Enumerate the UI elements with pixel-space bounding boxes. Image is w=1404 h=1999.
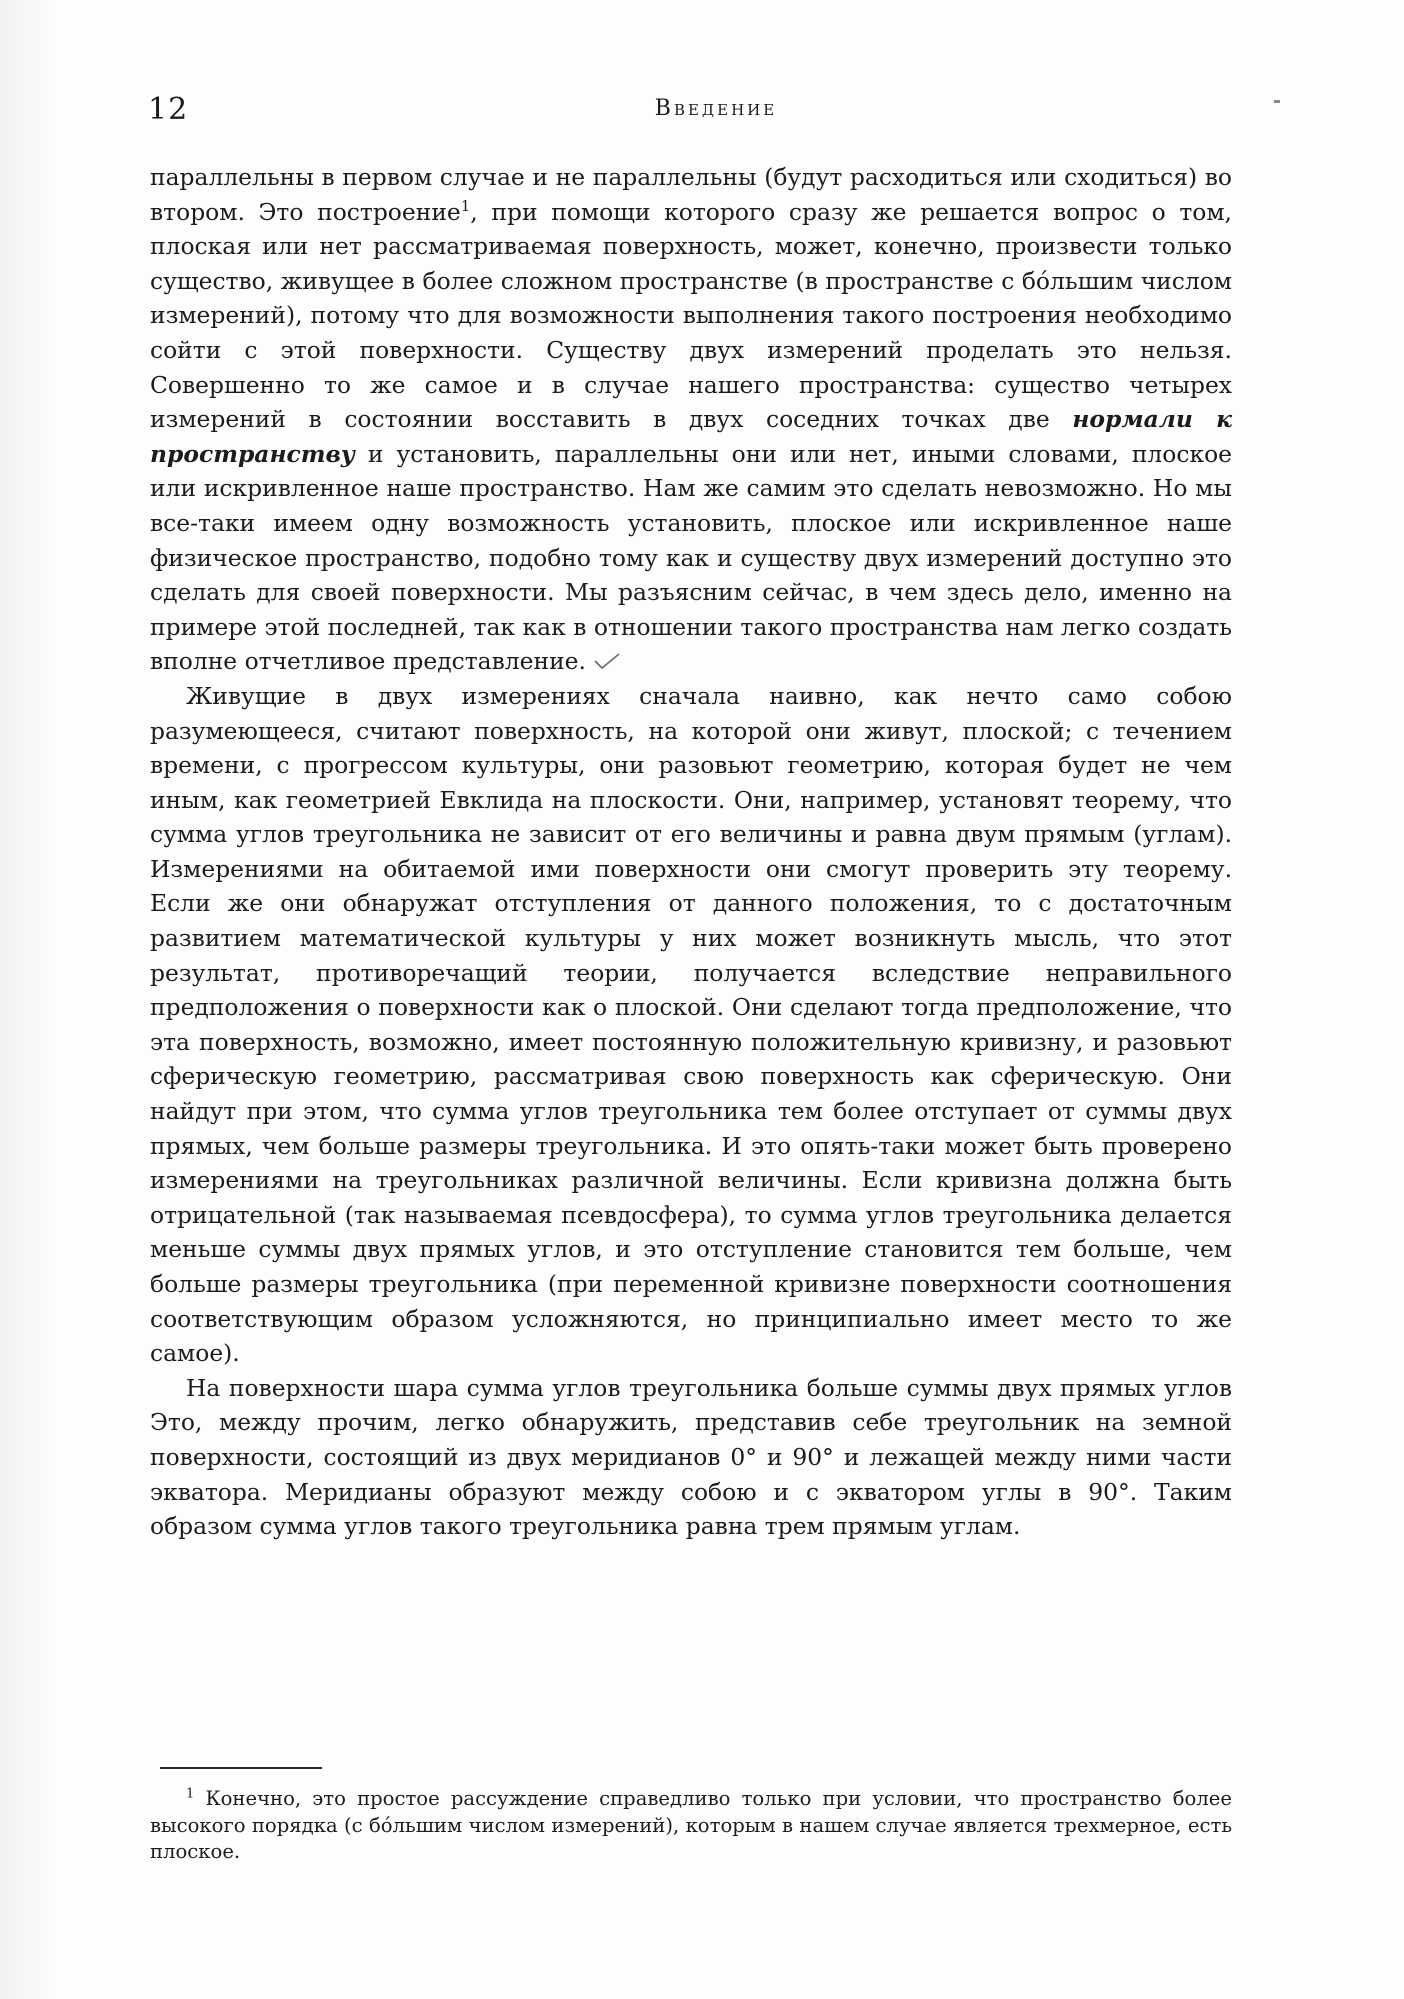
paragraph-1-start: параллельны в первом случае и не параллельны (будут расходиться или сходиться) во втором. Это построение (150, 163, 1232, 226)
footnote-text: Конечно, это простое рассуждение справедливо только при условии, что пространство более высокого порядка (с бóльшим числом измерений), которым в нашем случае является трехмерное, есть плоское. (150, 1787, 1232, 1863)
pencil-check-mark-icon (593, 651, 621, 671)
paragraph-1-end: и установить, параллельны они или нет, иными словами, плоское или искривленное наше пространство. Нам же самим это сделать невозможно. Но мы все-таки имеем одну возможность установить, плоское или искривленное наше физическое пространство, подобно тому как и существу двух измерений доступно это сделать для своей поверхности. Мы разъясним сейчас, в чем здесь дело, именно на примере этой последней, так как в отношении такого пространства нам легко создать вполне отчетливое представление. (150, 439, 1233, 676)
paragraph-1 (150, 160, 1232, 679)
footnote-reference: 1 (460, 196, 471, 215)
scan-speck (1274, 100, 1280, 103)
running-head: Введение (654, 96, 778, 121)
emphasized-term: нормали к пространству (150, 405, 1232, 468)
footnote-mark: 1 (186, 1786, 195, 1802)
page-header (148, 92, 1284, 132)
paragraph-3: На поверхности шара сумма углов треугольника больше суммы двух прямых углов Это, между прочим, легко обнаружить, представив себе треугольник на земной поверхности, состоящий из двух меридианов 0° и 90° и лежащей между ними части экватора. Меридианы образуют между собою и с экватором углы в 90°. Таким образом сумма углов такого треугольника равна трем прямым углам. (150, 1373, 1232, 1541)
main-text (150, 160, 1232, 1544)
paragraph-1-middle: , при помощи которого сразу же решается вопрос о том, плоская или нет рассматриваемая поверхность, может, конечно, произвести только существо, живущее в более сложном пространстве (в пространстве с бóльшим числом измерений), потому что для возможности выполнения такого построения необходимо сойти с этой поверхности. Существу двух измерений проделать это нельзя. Совершенно то же самое и в случае нашего пространства: существо четырех измерений в состоянии восставить в двух соседних точках две (150, 197, 1232, 434)
footnote (150, 1786, 1232, 1866)
page-number: 12 (148, 92, 189, 127)
paragraph-2: Живущие в двух измерениях сначала наивно, как нечто само собою разумеющееся, считают поверхность, на которой они живут, плоской; с течением времени, с прогрессом культуры, они разовьют геометрию, которая будет не чем иным, как геометрией Евклида на плоскости. Они, например, установят теорему, что сумма углов треугольника не зависит от его величины и равна двум прямым (углам). Измерениями на обитаемой ими поверхности они смогут проверить эту теорему. Если же они обнаружат отступления от данного положения, то с достаточным развитием математической культуры у них может возникнуть мысль, что этот результат, противоречащий теории, получается вследствие неправильного предположения о поверхности как о плоской. Они сделают тогда предположение, что эта поверхность, возможно, имеет постоянную положительную кривизну, и разовьют сферическую геометрию, рассматривая свою поверхность как сферическую. Они найдут при этом, что сумма углов треугольника тем более отступает от суммы двух прямых, чем больше размеры треугольника. И это опять-таки может быть проверено измерениями на треугольниках различной величины. Если кривизна должна быть отрицательной (так называемая псевдосфера), то сумма углов треугольника делается меньше суммы двух прямых углов, и это отступление становится тем больше, чем больше размеры треугольника (при переменной кривизне поверхности соотношения соответствующим образом усложняются, но принципиально имеет место то же самое). (150, 681, 1232, 1368)
scan-shadow (0, 0, 58, 1999)
footnote-separator (160, 1767, 322, 1769)
